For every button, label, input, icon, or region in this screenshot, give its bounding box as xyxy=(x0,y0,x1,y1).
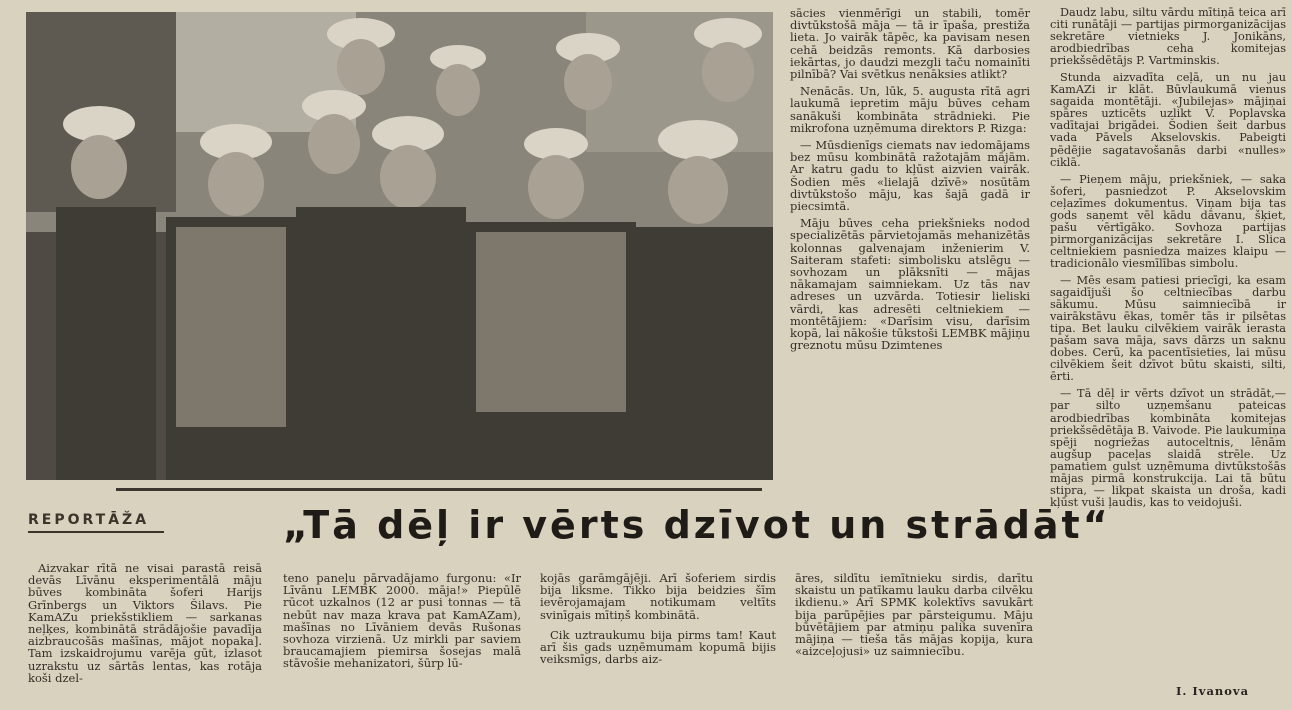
paragraph: kojās garāmgājēji. Arī šoferiem sirdis bija liksme. Tikko bija beidzies šīm ievērojamajam notikumam veltīts svinīgais mītiņš kombinātā. xyxy=(540,571,776,622)
paragraph: Stunda aizvadīta ceļā, un nu jau KamAZi ir klāt. Būvlaukumā vienus sagaida montētāji. «Jubilejas» mājiņai spāres uzticēts uzlikt V. Poplavska vadītajai brigādei. Šodien šeit darbus vada Pāvels Akselovskis. Pabeigti pēdējie sagatavošanās darbi «nulles» ciklā. xyxy=(1050,71,1286,169)
kicker-underline xyxy=(28,531,164,533)
article-column-bottom-2 xyxy=(283,572,521,675)
photo-underline-rule xyxy=(116,488,762,491)
workers-group-photo-image xyxy=(26,12,773,480)
article-column-bottom-3 xyxy=(540,572,776,670)
article-author: I. Ivanova xyxy=(1176,684,1250,698)
paragraph: Daudz labu, siltu vārdu mītiņā teica arī citi runātāji — partijas pirmorganizācijas sekretāre vietnieks J. Jonikāns, arodbiedrības ceha komitejas priekšsēdētājs P. Vartminskis. xyxy=(1050,6,1286,68)
paragraph: Māju būves ceha priekšnieks nodod specializētās pārvietojamās mehanizētās kolonnas galvenajam inženierim V. Saiteram stafeti: simbolisku atslēgu — sovhozam un plāksnīti — mājas nākamajam saimniekam. Uz tās nav adreses un uzvārda. Totiesir lieliski vārdi, kas adresēti celtniekiem — montētājiem: «Darīsim visu, darīsim kopā, lai nākošie tūkstoši LEMBK mājiņu greznotu mūsu Dzimtenes xyxy=(790,216,1030,353)
paragraph: sācies vienmērīgi un stabili, tomēr divtūkstošā māja — tā ir īpaša, prestiža lieta. Jo vairāk tāpēc, ka pavisam nesen cehā beidzās remonts. Kā darbosies iekārtas, jo daudzi mezgli taču nomainīti pilnībā? Vai svētkus nenāksies atlikt? xyxy=(790,6,1030,82)
paragraph: Nenācās. Un, lūk, 5. augusta rītā agri laukumā iepretim māju būves ceham sanākuši kombināta strādnieki. Pie mikrofona uzņēmuma direktors P. Rizga: xyxy=(790,84,1030,135)
paragraph: — Mēs esam patiesi priecīgi, ka esam sagaidījuši šo celtniecības darbu sākumu. Mūsu saimniecībā ir vairākstāvu ēkas, tomēr tās ir pilsētas tipa. Bet lauku cilvēkiem vairāk ierasta pašam sava māja, savs dārzs un saknu dobes. Cerū, ka pacentīsieties, lai mūsu cilvēkiem šeit dzīvot būtu skaisti, silti, ērti. xyxy=(1050,273,1286,384)
paragraph: Aizvakar rītā ne visai parastā reisā devās Līvānu eksperimentālā māju būves kombināta šoferi Harijs Grīnbergs un Viktors Šilavs. Pie KamAZu priekšstikliem — sarkanas neļķes, kombinātā strādājošie pavadīja aizbraucošās mašīnas, mājot nopaka]. Tam izskaidrojumu varēja gūt, izlasot uzrakstu uz sārtās lentas, kas rotāja koši dzel- xyxy=(28,561,262,685)
article-column-right xyxy=(1050,7,1286,514)
paragraph: — Tā dēļ ir vērts dzīvot un strādāt,—par silto uzņemšanu pateicas arodbiedrības kombināta komitejas priekšsēdētāja B. Vaivode. Pie laukumiņa spēji nogriežas autoceltnis, lēnām augšup paceļas slaidā strēle. Uz pamatiem gulst uzņēmuma divtūkstošās mājas pirmā konstrukcija. Lai tā būtu stipra, — likpat skaista un droša, kadi kļūst vuši ļaudis, kas to veidojuši. xyxy=(1050,387,1286,509)
paragraph: — Pieņem māju, priekšniek, — saka šoferi, pasniedzot P. Akselovskim ceļazīmes dokumentus. Viņam bija tas gods saņemt vēl kādu dāvanu, šķiet, pašu vērtīgāko. Sovhoza partijas pirmorganizācijas sekretāre I. Slica celtniekiem pasniedza maizes klaipu — tradicionālo viesmīlības simbolu. xyxy=(1050,172,1286,270)
paragraph: Cik uztraukumu bija pirms tam! Kaut arī šis gads uzņēmumam kopumā bijis veiksmīgs, darbs aiz- xyxy=(540,627,776,667)
section-kicker: REPORTĀŽA xyxy=(28,512,150,528)
paragraph: — Mūsdienīgs ciemats nav iedomājams bez mūsu kombinātā ražotajām mājām. Ar katru gadu to kļūst aizvien vairāk. Šodien mēs «lielajā dzīvē» nosūtām divtūkstošo māju, kas šajā gadā ir piecsimtā. xyxy=(790,138,1030,214)
article-headline: „Tā dēļ ir vērts dzīvot un strādāt“ xyxy=(283,503,1111,547)
paragraph: teno paneļu pārvadājamo furgonu: «Ir Līvānu LEMBK 2000. māja!» Piepūlē rūcot uzkalnos (12 ar pusi tonnas — tā nebūt nav maza krava pat KamAZam), mašīnas no Līvāniem devās Rušonas sovhoza virzienā. Uz mirkli par saviem braucamajiem piemirsa šosejas malā stāvošie mehanizatori, šūrp lū- xyxy=(283,571,521,671)
article-column-bottom-1 xyxy=(28,562,262,689)
article-column-bottom-4 xyxy=(795,572,1033,662)
group-photo xyxy=(26,12,773,480)
paragraph: āres, sildītu iemītnieku sirdis, darītu skaistu un patīkamu lauku darba cilvēku ikdienu.» Arī SPMK kolektīvs savukārt bija parūpējies par pārsteigumu. Māju būvētājiem par atmiņu palika suvenīra mājiņa — tieša tās mājas kopija, kura «aizceļojusi» uz saimniecību. xyxy=(795,571,1033,659)
article-column-middle xyxy=(790,7,1030,356)
